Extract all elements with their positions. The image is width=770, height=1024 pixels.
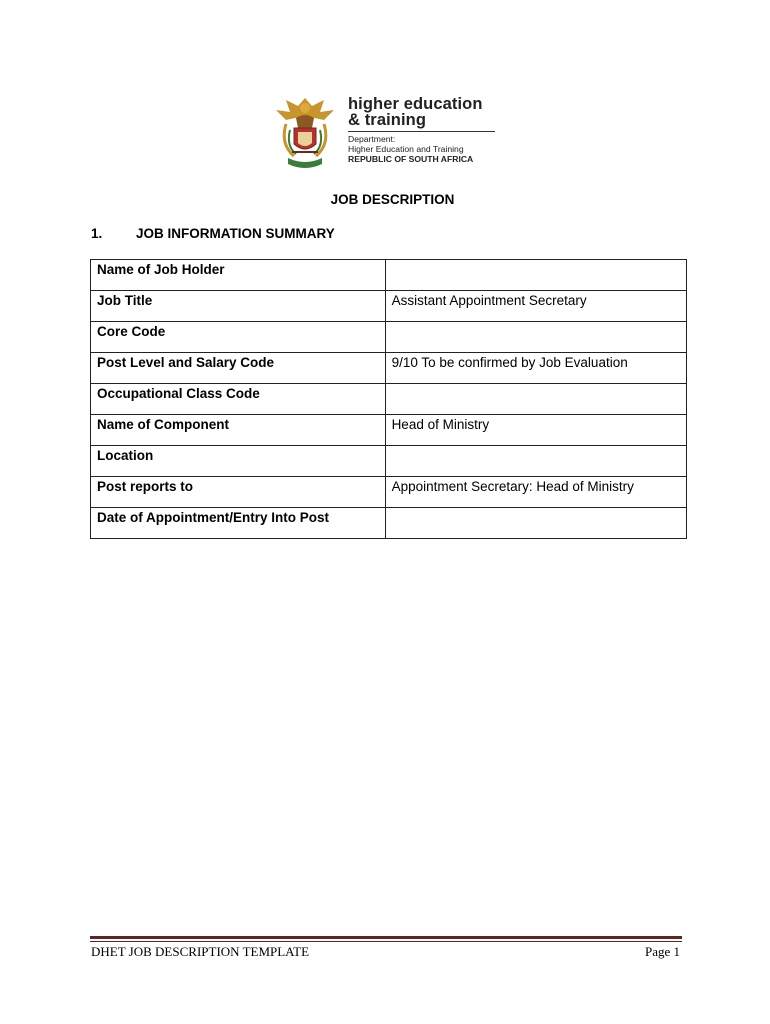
row-label: Date of Appointment/Entry Into Post <box>91 508 386 539</box>
row-value: 9/10 To be confirmed by Job Evaluation <box>385 353 686 384</box>
row-value: Head of Ministry <box>385 415 686 446</box>
logo-dept-label: Department: <box>348 134 396 144</box>
table-row <box>91 446 687 477</box>
row-label: Location <box>91 446 386 477</box>
table-row <box>91 353 687 384</box>
logo-country: REPUBLIC OF SOUTH AFRICA <box>348 154 474 164</box>
row-value <box>385 322 686 353</box>
row-label: Occupational Class Code <box>91 384 386 415</box>
row-label: Name of Component <box>91 415 386 446</box>
table-row <box>91 291 687 322</box>
row-label: Name of Job Holder <box>91 260 386 291</box>
department-logo <box>272 94 502 172</box>
logo-dept-name: Higher Education and Training <box>348 144 464 154</box>
job-information-table <box>90 259 687 539</box>
row-value <box>385 384 686 415</box>
table-row <box>91 415 687 446</box>
row-value <box>385 260 686 291</box>
table-row <box>91 477 687 508</box>
row-label: Post Level and Salary Code <box>91 353 386 384</box>
logo-line-1: higher education <box>348 95 483 113</box>
logo-divider <box>348 131 495 132</box>
row-value: Appointment Secretary: Head of Ministry <box>385 477 686 508</box>
footer-page-number: Page 1 <box>644 944 680 959</box>
table-row <box>91 508 687 539</box>
row-label: Job Title <box>91 291 386 322</box>
row-value <box>385 446 686 477</box>
table-row <box>91 384 687 415</box>
document-title: JOB DESCRIPTION <box>330 192 455 207</box>
table-row <box>91 322 687 353</box>
table-row <box>91 260 687 291</box>
section-number: 1. <box>91 226 103 241</box>
logo-line-2: & training <box>348 111 426 129</box>
row-value <box>385 508 686 539</box>
row-value: Assistant Appointment Secretary <box>385 291 686 322</box>
footer-divider-thick <box>90 936 682 939</box>
coat-of-arms-icon <box>272 94 338 172</box>
section-title: JOB INFORMATION SUMMARY <box>136 226 335 241</box>
row-label: Post reports to <box>91 477 386 508</box>
row-label: Core Code <box>91 322 386 353</box>
footer-divider-thin <box>90 941 682 942</box>
footer-template-name: DHET JOB DESCRIPTION TEMPLATE <box>91 944 310 959</box>
